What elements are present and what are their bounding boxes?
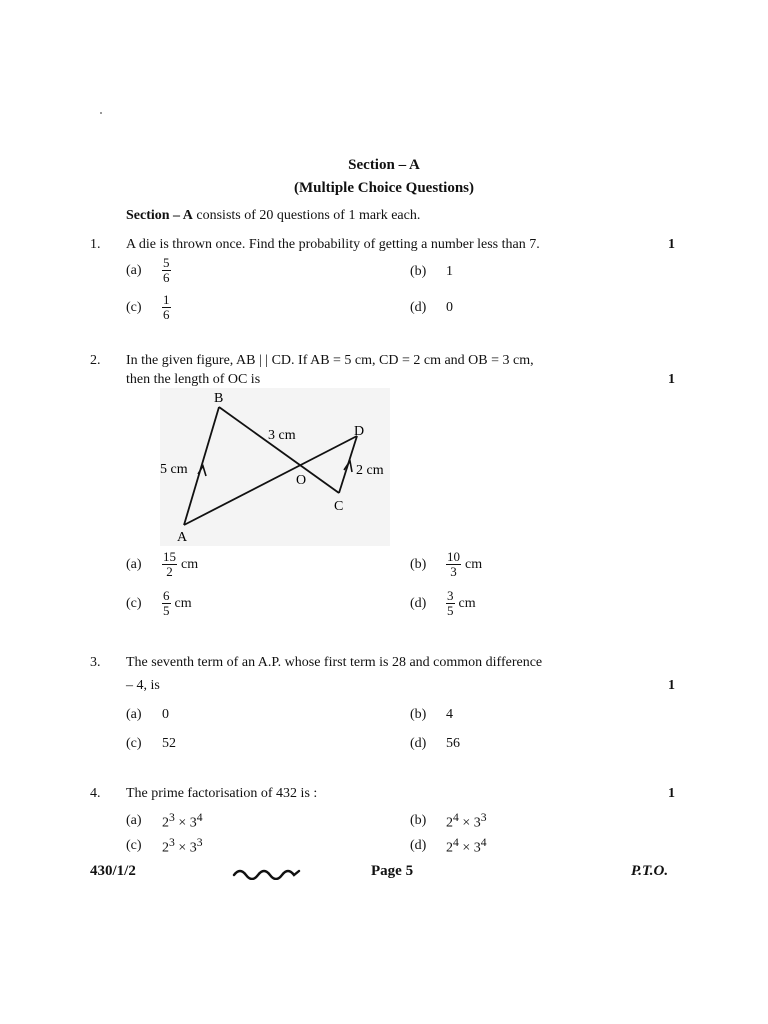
numerator: 6 (163, 588, 170, 603)
label-ab-length: 5 cm (160, 462, 188, 477)
times-sign: × (462, 815, 471, 831)
fraction (162, 550, 177, 579)
page-number: Page 5 (371, 863, 414, 879)
denominator: 5 (163, 603, 170, 618)
label-c: C (334, 499, 344, 514)
exponent: 3 (169, 836, 175, 849)
label-a: A (177, 530, 188, 545)
option-a (126, 550, 198, 579)
option-label: (b) (410, 556, 427, 572)
label-o: O (296, 473, 307, 488)
option-a (126, 811, 203, 832)
question-marks: 1 (668, 678, 675, 693)
question-marks: 1 (668, 372, 675, 387)
fraction (446, 589, 455, 618)
option-label: (a) (126, 707, 142, 722)
option-label: (d) (410, 838, 427, 854)
numerator: 5 (163, 255, 170, 270)
question-text-line2: – 4, is (126, 678, 160, 693)
option-c (126, 293, 171, 322)
base: 2 (162, 840, 169, 856)
numerator: 1 (163, 292, 170, 307)
option-label: (a) (126, 813, 142, 829)
section-subtitle: (Multiple Choice Questions) (294, 180, 474, 196)
section-intro (126, 208, 420, 224)
exponent: 3 (196, 836, 203, 849)
exponent: 4 (453, 836, 459, 849)
option-label: (d) (410, 595, 427, 611)
exponent: 4 (480, 836, 487, 849)
base: 3 (473, 840, 481, 856)
unit: cm (465, 556, 483, 572)
option-a (126, 707, 169, 723)
option-label: (d) (410, 736, 427, 751)
denominator: 6 (163, 270, 170, 285)
option-label: (b) (410, 813, 427, 829)
option-a (126, 256, 171, 285)
triangle-figure (160, 388, 390, 546)
power-expression (446, 836, 487, 857)
question-number: 4. (90, 786, 101, 801)
option-d (410, 736, 460, 752)
option-value: 52 (162, 736, 176, 751)
numerator: 3 (447, 588, 454, 603)
wave-ornament-path (234, 871, 299, 879)
unit: cm (458, 595, 476, 611)
base: 2 (162, 815, 169, 831)
wave-ornament-icon (232, 866, 302, 880)
times-sign: × (462, 840, 471, 856)
option-value: 0 (162, 707, 169, 722)
option-value: 0 (446, 300, 453, 315)
base: 3 (189, 815, 197, 831)
unit: cm (181, 556, 199, 572)
option-d (410, 589, 476, 618)
option-d (410, 836, 487, 857)
times-sign: × (178, 815, 187, 831)
exponent: 3 (480, 811, 487, 824)
numerator: 10 (447, 549, 460, 564)
numerator: 15 (163, 549, 176, 564)
fraction (162, 293, 171, 322)
option-label: (c) (126, 299, 142, 315)
scan-speck (100, 112, 102, 114)
question-number: 3. (90, 655, 101, 670)
section-intro-bold: Section – A (126, 208, 193, 223)
option-b (410, 811, 487, 832)
option-b (410, 550, 482, 579)
denominator: 2 (166, 564, 173, 579)
option-b (410, 707, 453, 723)
option-label: (c) (126, 595, 142, 611)
exponent: 4 (196, 811, 203, 824)
label-ob-length: 3 cm (268, 428, 296, 443)
base: 2 (446, 840, 453, 856)
option-label: (c) (126, 838, 142, 854)
power-expression (162, 836, 203, 857)
power-expression (162, 811, 203, 832)
unit: cm (174, 595, 192, 611)
question-number: 1. (90, 237, 101, 252)
question-marks: 1 (668, 237, 675, 252)
denominator: 6 (163, 307, 170, 322)
option-value: 56 (446, 736, 460, 751)
option-c (126, 589, 192, 618)
denominator: 5 (447, 603, 454, 618)
base: 2 (446, 815, 453, 831)
question-text-line2: then the length of OC is (126, 372, 261, 387)
question-text: The prime factorisation of 432 is : (126, 786, 318, 801)
question-text: A die is thrown once. Find the probability of getting a number less than 7. (126, 237, 540, 252)
option-b (410, 264, 453, 280)
paper-code: 430/1/2 (90, 863, 136, 879)
option-label: (d) (410, 300, 427, 315)
pto-label: P.T.O. (631, 863, 669, 879)
fraction (162, 256, 171, 285)
option-c (126, 736, 176, 752)
fraction (162, 589, 171, 618)
exponent: 3 (169, 811, 175, 824)
question-text-line1: The seventh term of an A.P. whose first term is 28 and common difference (126, 655, 543, 670)
option-d (410, 300, 453, 316)
question-text-line1: In the given figure, AB | | CD. If AB = 5 cm, CD = 2 cm and OB = 3 cm, (126, 353, 534, 368)
label-d: D (354, 424, 365, 439)
option-label: (a) (126, 262, 142, 278)
denominator: 3 (450, 564, 457, 579)
option-label: (b) (410, 264, 427, 279)
question-number: 2. (90, 353, 101, 368)
question-marks: 1 (668, 786, 675, 801)
option-c (126, 836, 203, 857)
option-label: (c) (126, 736, 142, 751)
fraction (446, 550, 461, 579)
base: 3 (473, 815, 481, 831)
power-expression (446, 811, 487, 832)
section-title: Section – A (348, 157, 420, 173)
label-cd-length: 2 cm (356, 463, 384, 478)
exponent: 4 (453, 811, 459, 824)
option-label: (b) (410, 707, 427, 722)
label-b: B (214, 391, 224, 406)
section-intro-text: consists of 20 questions of 1 mark each. (192, 208, 421, 223)
base: 3 (189, 840, 197, 856)
option-value: 1 (446, 264, 453, 279)
times-sign: × (178, 840, 187, 856)
option-value: 4 (446, 707, 453, 722)
option-label: (a) (126, 556, 142, 572)
